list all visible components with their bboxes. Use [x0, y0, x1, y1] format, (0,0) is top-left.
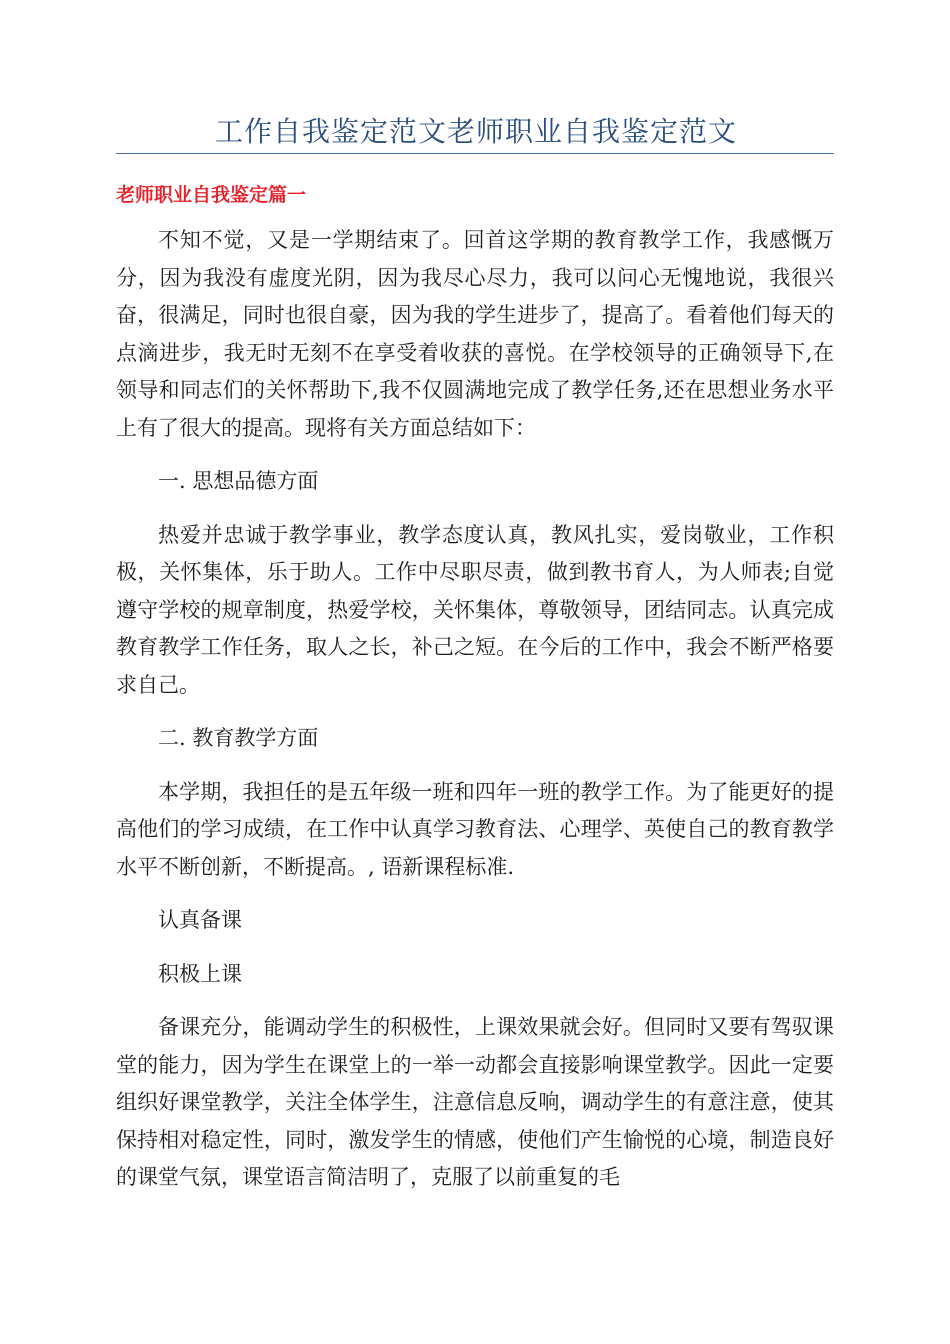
title-underline-rule [116, 153, 834, 154]
document-body [116, 222, 834, 1213]
subheading-moral: 一. 思想品德方面 [158, 469, 319, 493]
section-heading: 老师职业自我鉴定篇一 [116, 184, 307, 206]
paragraph-classroom: 备课充分，能调动学生的积极性，上课效果就会好。但同时又要有驾驭课堂的能力，因为学生在课堂上的一举一动都会直接影响课堂教学。因此一定要组织好课堂教学，关注全体学生，注意信息反响，调动学生的有意注意，使其保持相对稳定性，同时，激发学生的情感，使他们产生愉悦的心境，制造良好的课堂气氛，课堂语言简洁明了，克服了以前重复的毛 [116, 1015, 834, 1189]
paragraph-intro: 不知不觉，又是一学期结束了。回首这学期的教育教学工作，我感慨万分，因为我没有虚度光阴，因为我尽心尽力，我可以问心无愧地说，我很兴奋，很满足，同时也很自豪，因为我的学生进步了，提高了。看着他们每天的点滴进步，我无时无刻不在享受着收获的喜悦。在学校领导的正确领导下,在领导和同志们的关怀帮助下,我不仅圆满地完成了教学任务,还在思想业务水平上有了很大的提高。现将有关方面总结如下： [116, 228, 834, 440]
item-active-teaching: 积极上课 [158, 961, 242, 986]
subheading-teaching: 二. 教育教学方面 [158, 726, 319, 750]
document-title: 工作自我鉴定范文老师职业自我鉴定范文 [214, 115, 737, 148]
item-prepare-lessons: 认真备课 [158, 908, 242, 932]
paragraph-teaching: 本学期，我担任的是五年级一班和四年一班的教学工作。为了能更好的提高他们的学习成绩，在工作中认真学习教育法、心理学、英使自己的教育教学水平不断创新，不断提高。, 语新课程标准. [116, 779, 834, 879]
paragraph-moral: 热爱并忠诚于教学事业，教学态度认真，教风扎实，爱岗敬业，工作积极，关怀集体，乐于助人。工作中尽职尽责，做到教书育人，为人师表;自觉遵守学校的规章制度，热爱学校，关怀集体，尊敬领导，团结同志。认真完成教育教学工作任务，取人之长，补己之短。在今后的工作中，我会不断严格要求自己。 [116, 522, 834, 697]
